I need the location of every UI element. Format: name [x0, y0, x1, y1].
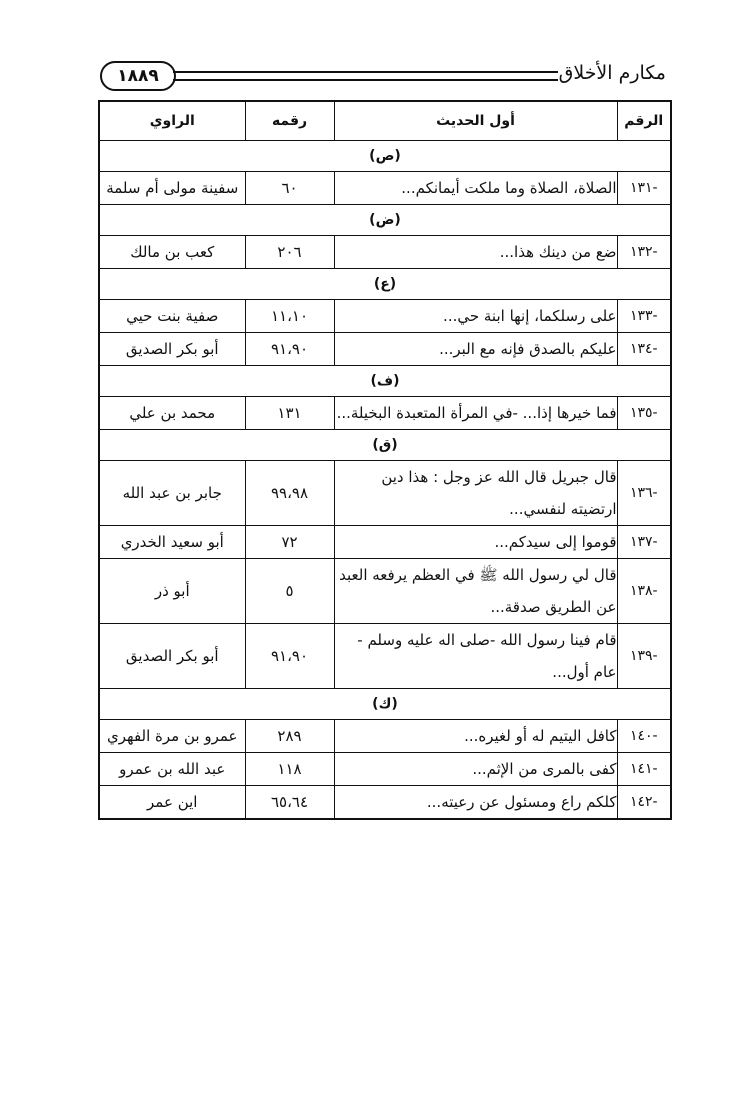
section-header-row	[99, 430, 671, 461]
col-header-ref: رقمه	[245, 101, 334, 141]
table-row	[99, 753, 671, 786]
hadith-ref: ٩٩،٩٨	[245, 461, 334, 526]
hadith-text: كافل اليتيم له أو لغيره...	[334, 720, 617, 753]
narrator-name: عمرو بن مرة الفهري	[99, 720, 245, 753]
row-number: -١٤٢	[617, 786, 671, 820]
table-row	[99, 526, 671, 559]
hadith-text: قال لي رسول الله ﷺ في العظم يرفعه العبد عن الطريق صدقة...	[334, 559, 617, 624]
hadith-text: فما خيرها إذا... -في المرأة المتعبدة البخيلة...	[334, 397, 617, 430]
section-header-row	[99, 141, 671, 172]
table-row	[99, 624, 671, 689]
section-letter: (ص)	[99, 141, 671, 172]
hadith-ref: ٢٨٩	[245, 720, 334, 753]
section-header-row	[99, 366, 671, 397]
hadith-text: الصلاة، الصلاة وما ملكت أيمانكم...	[334, 172, 617, 205]
narrator-name: عبد الله بن عمرو	[99, 753, 245, 786]
section-letter: (ف)	[99, 366, 671, 397]
hadith-text: قام فينا رسول الله -صلى اله عليه وسلم - عام أول...	[334, 624, 617, 689]
narrator-name: جابر بن عبد الله	[99, 461, 245, 526]
table-row	[99, 559, 671, 624]
row-number: -١٣١	[617, 172, 671, 205]
hadith-ref: ٢٠٦	[245, 236, 334, 269]
row-number: -١٣٤	[617, 333, 671, 366]
hadith-ref: ١١،١٠	[245, 300, 334, 333]
table-header-row	[99, 101, 671, 141]
narrator-name: أبو سعيد الخدري	[99, 526, 245, 559]
hadith-index-table	[98, 100, 672, 820]
hadith-text: كفى بالمرى من الإثم...	[334, 753, 617, 786]
row-number: -١٣٧	[617, 526, 671, 559]
col-header-text: أول الحديث	[334, 101, 617, 141]
table-row	[99, 236, 671, 269]
narrator-name: سفينة مولى أم سلمة	[99, 172, 245, 205]
row-number: -١٤١	[617, 753, 671, 786]
table-row	[99, 333, 671, 366]
table-body	[99, 141, 671, 820]
narrator-name: أبو بكر الصديق	[99, 624, 245, 689]
row-number: -١٤٠	[617, 720, 671, 753]
hadith-text: قال جبريل قال الله عز وجل : هذا دين ارتضيته لنفسي...	[334, 461, 617, 526]
col-header-num: الرقم	[617, 101, 671, 141]
row-number: -١٣٥	[617, 397, 671, 430]
row-number: -١٣٣	[617, 300, 671, 333]
section-letter: (ك)	[99, 689, 671, 720]
narrator-name: أبو ذر	[99, 559, 245, 624]
section-header-row	[99, 205, 671, 236]
table-row	[99, 300, 671, 333]
header-rule	[173, 71, 558, 81]
book-title: مكارم الأخلاق	[558, 62, 666, 84]
hadith-ref: ٩١،٩٠	[245, 333, 334, 366]
narrator-name: كعب بن مالك	[99, 236, 245, 269]
narrator-name: أبو بكر الصديق	[99, 333, 245, 366]
table-row	[99, 397, 671, 430]
row-number: -١٣٩	[617, 624, 671, 689]
table-row	[99, 461, 671, 526]
hadith-ref: ٦٥،٦٤	[245, 786, 334, 820]
narrator-name: اين عمر	[99, 786, 245, 820]
hadith-ref: ٧٢	[245, 526, 334, 559]
narrator-name: صفية بنت حيي	[99, 300, 245, 333]
page-number: ١٨٨٩	[100, 61, 176, 91]
row-number: -١٣٦	[617, 461, 671, 526]
section-letter: (ق)	[99, 430, 671, 461]
col-header-narrator: الراوي	[99, 101, 245, 141]
hadith-ref: ١١٨	[245, 753, 334, 786]
section-letter: (ض)	[99, 205, 671, 236]
hadith-text: كلكم راع ومسئول عن رعيته...	[334, 786, 617, 820]
hadith-text: على رسلكما، إنها ابنة حي...	[334, 300, 617, 333]
hadith-text: عليكم بالصدق فإنه مع البر...	[334, 333, 617, 366]
hadith-ref: ٥	[245, 559, 334, 624]
hadith-ref: ٩١،٩٠	[245, 624, 334, 689]
row-number: -١٣٢	[617, 236, 671, 269]
table-row	[99, 172, 671, 205]
row-number: -١٣٨	[617, 559, 671, 624]
table-row	[99, 786, 671, 820]
hadith-ref: ١٣١	[245, 397, 334, 430]
narrator-name: محمد بن علي	[99, 397, 245, 430]
hadith-text: ضع من دينك هذا...	[334, 236, 617, 269]
hadith-ref: ٦٠	[245, 172, 334, 205]
section-header-row	[99, 689, 671, 720]
table-row	[99, 720, 671, 753]
section-header-row	[99, 269, 671, 300]
hadith-text: قوموا إلى سيدكم...	[334, 526, 617, 559]
section-letter: (ع)	[99, 269, 671, 300]
page-header	[98, 60, 670, 94]
